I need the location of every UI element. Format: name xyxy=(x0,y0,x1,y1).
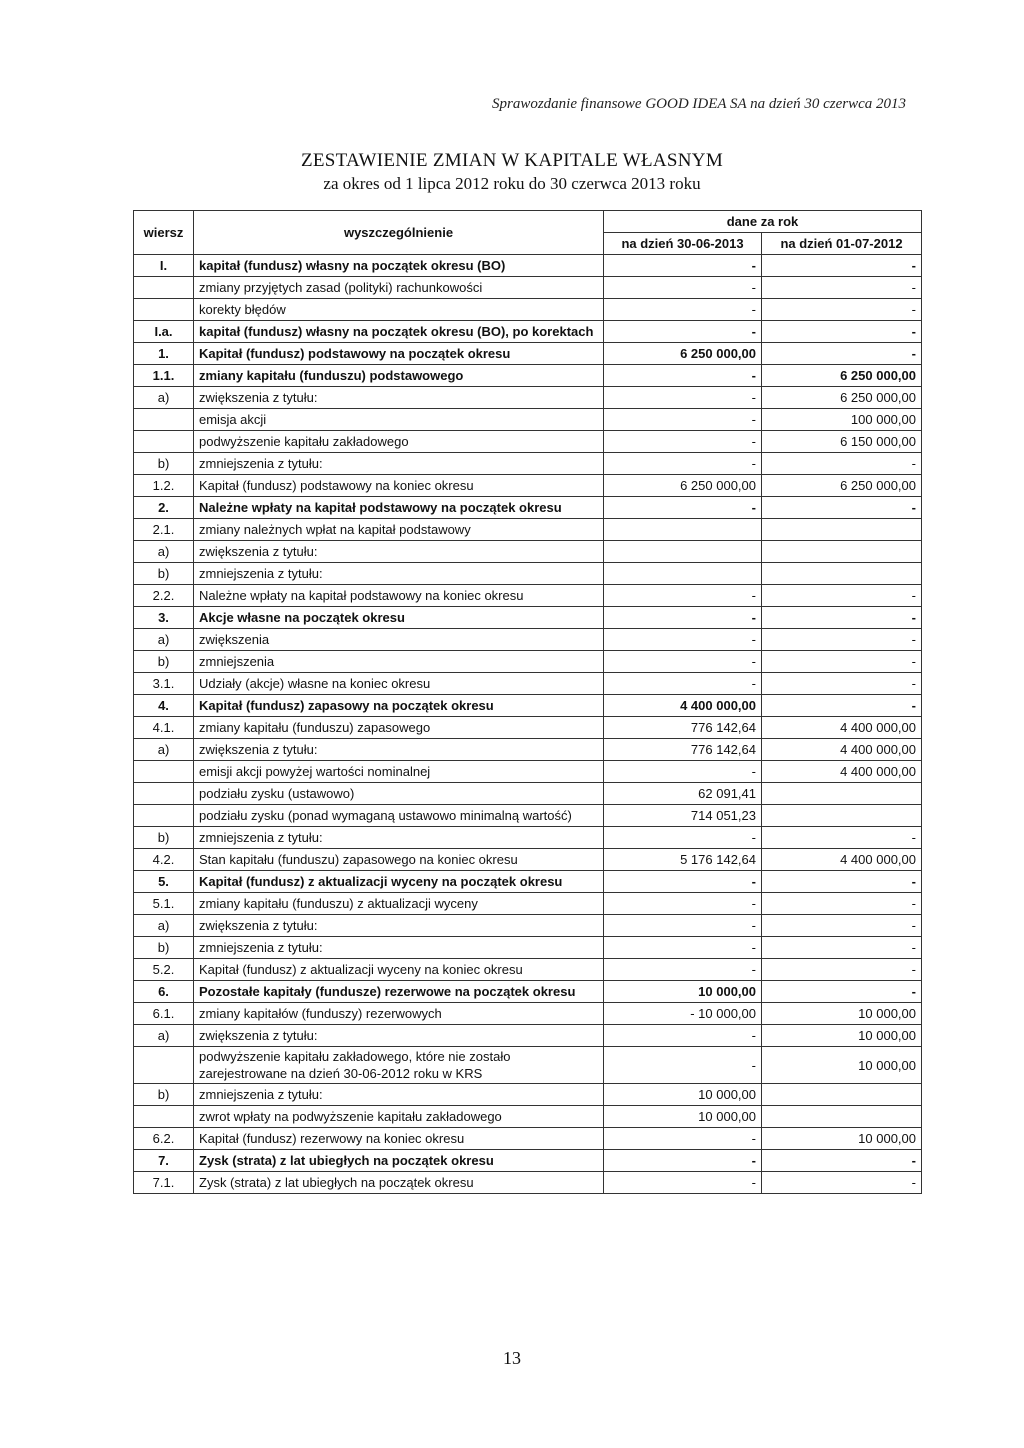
row-value-2012: - xyxy=(762,937,922,959)
row-number xyxy=(134,299,194,321)
row-number: 1. xyxy=(134,343,194,365)
row-number: 7. xyxy=(134,1150,194,1172)
table-row xyxy=(134,365,922,387)
table-row xyxy=(134,1128,922,1150)
row-number: 4.1. xyxy=(134,717,194,739)
table-row xyxy=(134,1003,922,1025)
row-value-2012: - xyxy=(762,629,922,651)
row-number: a) xyxy=(134,1025,194,1047)
row-value-2013: - xyxy=(604,871,762,893)
table-row xyxy=(134,585,922,607)
row-value-2012: - xyxy=(762,1150,922,1172)
row-value-2013: - xyxy=(604,651,762,673)
row-value-2012: 4 400 000,00 xyxy=(762,761,922,783)
row-number: 1.2. xyxy=(134,475,194,497)
row-value-2013: 6 250 000,00 xyxy=(604,475,762,497)
row-number: 4. xyxy=(134,695,194,717)
row-description: Udziały (akcje) własne na koniec okresu xyxy=(194,673,604,695)
row-description: Zysk (strata) z lat ubiegłych na początek okresu xyxy=(194,1150,604,1172)
row-description: zmiany kapitału (funduszu) zapasowego xyxy=(194,717,604,739)
row-description: zwiększenia z tytułu: xyxy=(194,915,604,937)
row-value-2012: 6 250 000,00 xyxy=(762,387,922,409)
row-description: podwyższenie kapitału zakładowego, które nie zostało zarejestrowane na dzień 30-06-2012 roku w KRS xyxy=(194,1047,604,1084)
row-description: zmniejszenia z tytułu: xyxy=(194,453,604,475)
row-value-2013: - xyxy=(604,1128,762,1150)
table-row xyxy=(134,1106,922,1128)
row-value-2012: - xyxy=(762,651,922,673)
row-value-2013: - xyxy=(604,321,762,343)
row-description: zwiększenia xyxy=(194,629,604,651)
table-row xyxy=(134,1025,922,1047)
row-number xyxy=(134,431,194,453)
row-value-2012 xyxy=(762,805,922,827)
table-row xyxy=(134,893,922,915)
row-value-2012 xyxy=(762,563,922,585)
row-value-2012: 4 400 000,00 xyxy=(762,849,922,871)
table-row xyxy=(134,387,922,409)
row-value-2012: 6 150 000,00 xyxy=(762,431,922,453)
row-value-2012: - xyxy=(762,673,922,695)
row-value-2013: - xyxy=(604,497,762,519)
row-value-2012: 4 400 000,00 xyxy=(762,739,922,761)
table-row xyxy=(134,783,922,805)
row-description: zwiększenia z tytułu: xyxy=(194,1025,604,1047)
row-value-2013: 4 400 000,00 xyxy=(604,695,762,717)
row-value-2013: 10 000,00 xyxy=(604,1106,762,1128)
row-number xyxy=(134,761,194,783)
table-header-row xyxy=(134,211,922,233)
row-number: 4.2. xyxy=(134,849,194,871)
row-value-2013: - xyxy=(604,673,762,695)
table-row xyxy=(134,805,922,827)
row-value-2013: - xyxy=(604,387,762,409)
row-description: zwrot wpłaty na podwyższenie kapitału zakładowego xyxy=(194,1106,604,1128)
page-number: 13 xyxy=(503,1348,521,1368)
row-description: Akcje własne na początek okresu xyxy=(194,607,604,629)
table-row xyxy=(134,981,922,1003)
row-description: Stan kapitału (funduszu) zapasowego na koniec okresu xyxy=(194,849,604,871)
table-row xyxy=(134,541,922,563)
row-number: b) xyxy=(134,1084,194,1106)
row-value-2013: - xyxy=(604,915,762,937)
row-value-2013: 62 091,41 xyxy=(604,783,762,805)
row-number: 5.2. xyxy=(134,959,194,981)
row-description: Kapitał (fundusz) podstawowy na początek okresu xyxy=(194,343,604,365)
row-value-2013: 776 142,64 xyxy=(604,717,762,739)
row-number: a) xyxy=(134,629,194,651)
table-row xyxy=(134,1084,922,1106)
row-value-2013: - xyxy=(604,255,762,277)
row-value-2013 xyxy=(604,519,762,541)
title-block xyxy=(0,150,1024,194)
row-value-2012: 10 000,00 xyxy=(762,1047,922,1084)
table-row xyxy=(134,277,922,299)
row-number: b) xyxy=(134,937,194,959)
table-row xyxy=(134,739,922,761)
table-row xyxy=(134,761,922,783)
row-value-2012 xyxy=(762,1106,922,1128)
row-description: Należne wpłaty na kapitał podstawowy na początek okresu xyxy=(194,497,604,519)
row-description: emisja akcji xyxy=(194,409,604,431)
row-value-2012: 6 250 000,00 xyxy=(762,475,922,497)
row-value-2012: - xyxy=(762,277,922,299)
row-description: Kapitał (fundusz) z aktualizacji wyceny na koniec okresu xyxy=(194,959,604,981)
row-value-2012: 10 000,00 xyxy=(762,1025,922,1047)
table-row xyxy=(134,629,922,651)
row-value-2012: - xyxy=(762,607,922,629)
row-value-2012: - xyxy=(762,585,922,607)
row-number xyxy=(134,783,194,805)
row-value-2013: - xyxy=(604,1025,762,1047)
table-row xyxy=(134,827,922,849)
row-value-2013: 714 051,23 xyxy=(604,805,762,827)
row-description: podwyższenie kapitału zakładowego xyxy=(194,431,604,453)
table-row xyxy=(134,255,922,277)
row-number xyxy=(134,409,194,431)
row-value-2013: - xyxy=(604,937,762,959)
row-description: zmniejszenia z tytułu: xyxy=(194,937,604,959)
row-value-2013: - xyxy=(604,409,762,431)
row-description: Należne wpłaty na kapitał podstawowy na koniec okresu xyxy=(194,585,604,607)
row-value-2013: - xyxy=(604,827,762,849)
running-header: Sprawozdanie finansowe GOOD IDEA SA na dzień 30 czerwca 2013 xyxy=(491,96,906,112)
table-row xyxy=(134,321,922,343)
row-description: kapitał (fundusz) własny na początek okresu (BO) xyxy=(194,255,604,277)
row-value-2013: - xyxy=(604,761,762,783)
row-value-2012: - xyxy=(762,915,922,937)
row-value-2012: - xyxy=(762,959,922,981)
table-row xyxy=(134,431,922,453)
row-value-2012: - xyxy=(762,695,922,717)
row-number: 1.1. xyxy=(134,365,194,387)
row-value-2013: - xyxy=(604,629,762,651)
row-value-2012: - xyxy=(762,453,922,475)
row-value-2013: - xyxy=(604,607,762,629)
row-number: b) xyxy=(134,651,194,673)
table-row xyxy=(134,409,922,431)
table-row xyxy=(134,497,922,519)
row-value-2013: - xyxy=(604,277,762,299)
row-description: zmiany kapitału (funduszu) z aktualizacji wyceny xyxy=(194,893,604,915)
row-description: emisji akcji powyżej wartości nominalnej xyxy=(194,761,604,783)
table-row xyxy=(134,673,922,695)
row-description: Zysk (strata) z lat ubiegłych na początek okresu xyxy=(194,1172,604,1194)
row-number xyxy=(134,1106,194,1128)
row-value-2013 xyxy=(604,541,762,563)
row-value-2012 xyxy=(762,1084,922,1106)
row-number: I.a. xyxy=(134,321,194,343)
row-number: a) xyxy=(134,541,194,563)
row-value-2012: 6 250 000,00 xyxy=(762,365,922,387)
table-row xyxy=(134,299,922,321)
row-description: podziału zysku (ustawowo) xyxy=(194,783,604,805)
table-row xyxy=(134,519,922,541)
row-value-2013: - xyxy=(604,1172,762,1194)
row-description: Kapitał (fundusz) podstawowy na koniec okresu xyxy=(194,475,604,497)
table-row xyxy=(134,915,922,937)
row-value-2012 xyxy=(762,783,922,805)
row-description: podziału zysku (ponad wymaganą ustawowo minimalną wartość) xyxy=(194,805,604,827)
row-description: korekty błędów xyxy=(194,299,604,321)
table-row xyxy=(134,695,922,717)
statement-period: za okres od 1 lipca 2012 roku do 30 czerwca 2013 roku xyxy=(323,174,701,193)
row-value-2013: - xyxy=(604,585,762,607)
row-value-2013: - xyxy=(604,1150,762,1172)
row-value-2013: - xyxy=(604,893,762,915)
row-number: 3.1. xyxy=(134,673,194,695)
header-col-2013: na dzień 30-06-2013 xyxy=(604,233,762,255)
row-value-2013: - xyxy=(604,959,762,981)
row-number: 6. xyxy=(134,981,194,1003)
row-description: zmiany należnych wpłat na kapitał podstawowy xyxy=(194,519,604,541)
row-number: 2.2. xyxy=(134,585,194,607)
row-number xyxy=(134,277,194,299)
row-number: 2. xyxy=(134,497,194,519)
table-row xyxy=(134,651,922,673)
row-value-2012: - xyxy=(762,827,922,849)
table-row xyxy=(134,1150,922,1172)
table-row xyxy=(134,563,922,585)
row-description: zwiększenia z tytułu: xyxy=(194,387,604,409)
row-value-2013: 5 176 142,64 xyxy=(604,849,762,871)
row-value-2013 xyxy=(604,563,762,585)
row-value-2012: - xyxy=(762,497,922,519)
row-number: a) xyxy=(134,387,194,409)
row-number: a) xyxy=(134,739,194,761)
row-number: 7.1. xyxy=(134,1172,194,1194)
row-number: 3. xyxy=(134,607,194,629)
row-value-2012: - xyxy=(762,321,922,343)
row-description: zmiany kapitału (funduszu) podstawowego xyxy=(194,365,604,387)
row-value-2013: 10 000,00 xyxy=(604,1084,762,1106)
row-value-2012: - xyxy=(762,981,922,1003)
header-group: dane za rok xyxy=(604,211,922,233)
row-value-2012: 4 400 000,00 xyxy=(762,717,922,739)
table-row xyxy=(134,849,922,871)
row-value-2012: - xyxy=(762,343,922,365)
row-value-2012: - xyxy=(762,255,922,277)
row-description: zmniejszenia z tytułu: xyxy=(194,827,604,849)
header-col-2012: na dzień 01-07-2012 xyxy=(762,233,922,255)
header-wiersz: wiersz xyxy=(134,211,194,255)
row-description: zmiany przyjętych zasad (polityki) rachunkowości xyxy=(194,277,604,299)
row-value-2013: 10 000,00 xyxy=(604,981,762,1003)
equity-changes-table xyxy=(133,210,922,1194)
row-value-2012: 100 000,00 xyxy=(762,409,922,431)
table-row xyxy=(134,959,922,981)
row-value-2013: - xyxy=(604,299,762,321)
table-row xyxy=(134,1047,922,1084)
row-description: zmniejszenia z tytułu: xyxy=(194,563,604,585)
row-value-2013: - xyxy=(604,431,762,453)
table-row xyxy=(134,475,922,497)
row-number: 5.1. xyxy=(134,893,194,915)
row-description: zmniejszenia xyxy=(194,651,604,673)
table-row xyxy=(134,937,922,959)
row-description: Kapitał (fundusz) rezerwowy na koniec okresu xyxy=(194,1128,604,1150)
row-value-2013: - 10 000,00 xyxy=(604,1003,762,1025)
row-description: zwiększenia z tytułu: xyxy=(194,739,604,761)
row-description: zmniejszenia z tytułu: xyxy=(194,1084,604,1106)
row-value-2013: - xyxy=(604,453,762,475)
row-description: Kapitał (fundusz) zapasowy na początek okresu xyxy=(194,695,604,717)
table-row xyxy=(134,343,922,365)
row-number xyxy=(134,805,194,827)
row-value-2012 xyxy=(762,519,922,541)
row-number: 2.1. xyxy=(134,519,194,541)
row-number: b) xyxy=(134,827,194,849)
row-value-2013: - xyxy=(604,365,762,387)
table-row xyxy=(134,607,922,629)
row-value-2012: - xyxy=(762,299,922,321)
table-row xyxy=(134,871,922,893)
row-value-2012: - xyxy=(762,871,922,893)
row-number: I. xyxy=(134,255,194,277)
row-description: zwiększenia z tytułu: xyxy=(194,541,604,563)
row-description: Pozostałe kapitały (fundusze) rezerwowe na początek okresu xyxy=(194,981,604,1003)
row-value-2012: 10 000,00 xyxy=(762,1128,922,1150)
row-value-2012 xyxy=(762,541,922,563)
row-description: Kapitał (fundusz) z aktualizacji wyceny na początek okresu xyxy=(194,871,604,893)
row-description: zmiany kapitałów (funduszy) rezerwowych xyxy=(194,1003,604,1025)
row-value-2012: - xyxy=(762,1172,922,1194)
row-number: 5. xyxy=(134,871,194,893)
row-description: kapitał (fundusz) własny na początek okresu (BO), po korektach xyxy=(194,321,604,343)
statement-title: ZESTAWIENIE ZMIAN W KAPITALE WŁASNYM xyxy=(300,150,724,171)
row-value-2013: - xyxy=(604,1047,762,1084)
row-number: b) xyxy=(134,563,194,585)
table-row xyxy=(134,1172,922,1194)
row-number: 6.1. xyxy=(134,1003,194,1025)
row-value-2013: 6 250 000,00 xyxy=(604,343,762,365)
row-value-2013: 776 142,64 xyxy=(604,739,762,761)
row-number: a) xyxy=(134,915,194,937)
row-value-2012: 10 000,00 xyxy=(762,1003,922,1025)
table-row xyxy=(134,717,922,739)
row-number: 6.2. xyxy=(134,1128,194,1150)
row-value-2012: - xyxy=(762,893,922,915)
header-description: wyszczególnienie xyxy=(194,211,604,255)
row-number: b) xyxy=(134,453,194,475)
row-number xyxy=(134,1047,194,1084)
table-row xyxy=(134,453,922,475)
